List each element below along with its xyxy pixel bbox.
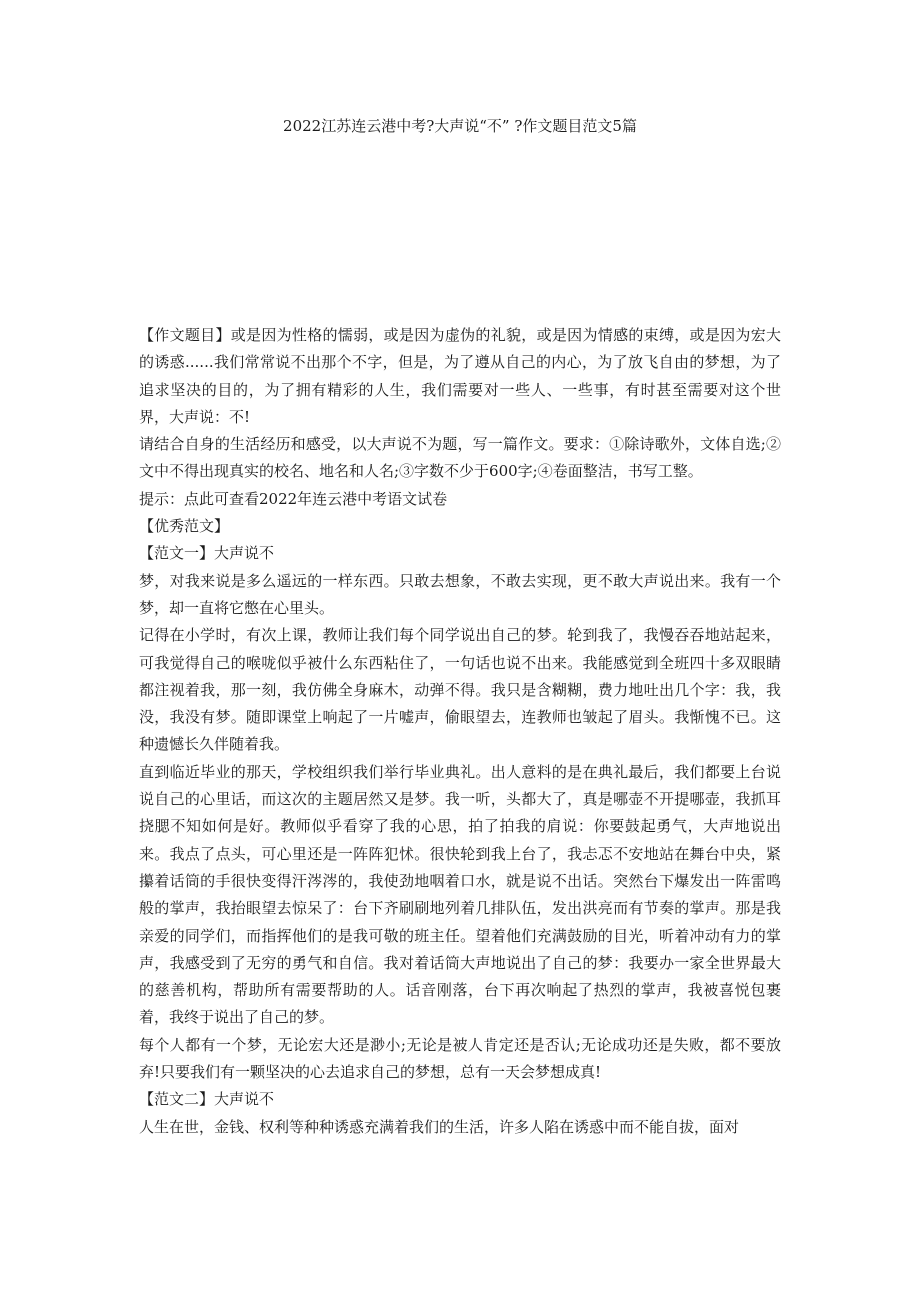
document-title: 2022江苏连云港中考?大声说“不” ?作文题目范文5篇 (283, 117, 637, 135)
essay-one-paragraph: 直到临近毕业的那天，学校组织我们举行毕业典礼。出人意料的是在典礼最后，我们都要上台说说自己的心里话，而这次的主题居然又是梦。我一听，头都大了，真是哪壶不开提哪壶，我抓耳挠腮不知如何是好。教师似乎看穿了我的心思，拍了拍我的肩说：你要鼓起勇气，大声地说出来。我点了点头，可心里还是一阵阵犯怵。很快轮到我上台了，我忐忑不安地站在舞台中央，紧攥着话筒的手很快变得汗涔涔的，我使劲地咽着口水，就是说不出话。突然台下爆发出一阵雷鸣般的掌声，我抬眼望去惊呆了：台下齐刷刷地列着几排队伍，发出洪亮而有节奏的掌声。那是我亲爱的同学们，而指挥他们的是我可敬的班主任。望着他们充满鼓励的目光，听着冲动有力的掌声，我感受到了无穷的勇气和自信。我对着话筒大声地说出了自己的梦：我要办一家全世界最大的慈善机构，帮助所有需要帮助的人。话音刚落，台下再次响起了热烈的掌声，我被喜悦包裹着，我终于说出了自己的梦。 (139, 762, 781, 1027)
essay-one-paragraph: 梦，对我来说是多么遥远的一样东西。只敢去想象，不敢去实现，更不敢大声说出来。我有一个梦，却一直将它憋在心里头。 (139, 571, 781, 617)
essay-one-paragraph: 记得在小学时，有次上课，教师让我们每个同学说出自己的梦。轮到我了，我慢吞吞地站起来，可我觉得自己的喉咙似乎被什么东西粘住了，一句话也说不出来。我能感觉到全班四十多双眼睛都注视着我，那一刻，我仿佛全身麻木，动弹不得。我只是含糊糊，费力地吐出几个字：我，我没，我没有梦。随即课堂上响起了一片嘘声，偷眼望去，连教师也皱起了眉头。我惭愧不已。这种遗憾长久伴随着我。 (139, 626, 781, 754)
essay-two-heading: 【范文二】大声说不 (139, 1090, 275, 1109)
document-body (139, 322, 781, 1141)
paragraph-requirements: 请结合自身的生活经历和感受，以大声说不为题，写一篇作文。要求：①除诗歌外，文体自选;②文中不得出现真实的校名、地名和人名;③字数不少于600字;④卷面整洁，书写工整。 (139, 435, 781, 481)
essay-one-paragraph: 每个人都有一个梦，无论宏大还是渺小;无论是被人肯定还是否认;无论成功还是失败，都不要放弃!只要我们有一颗坚决的心去追求自己的梦想，总有一天会梦想成真! (139, 1035, 781, 1082)
section-heading-excellent-essays: 【优秀范文】 (139, 517, 230, 536)
paragraph-hint-link[interactable]: 提示：点此可查看2022年连云港中考语文试卷 (139, 489, 448, 508)
essay-one-heading: 【范文一】大声说不 (139, 544, 275, 563)
essay-two-paragraph: 人生在世，金钱、权利等种种诱惑充满着我们的生活，许多人陷在诱惑中而不能自拔，面对 (139, 1117, 740, 1136)
paragraph-essay-prompt: 【作文题目】或是因为性格的懦弱，或是因为虚伪的礼貌，或是因为情感的束缚，或是因为宏大的诱惑......我们常常说不出那个不字，但是，为了遵从自己的内心，为了放飞自由的梦想，为了追求坚决的目的，为了拥有精彩的人生，我们需要对一些人、一些事，有时甚至需要对这个世界，大声说：不! (139, 326, 781, 426)
